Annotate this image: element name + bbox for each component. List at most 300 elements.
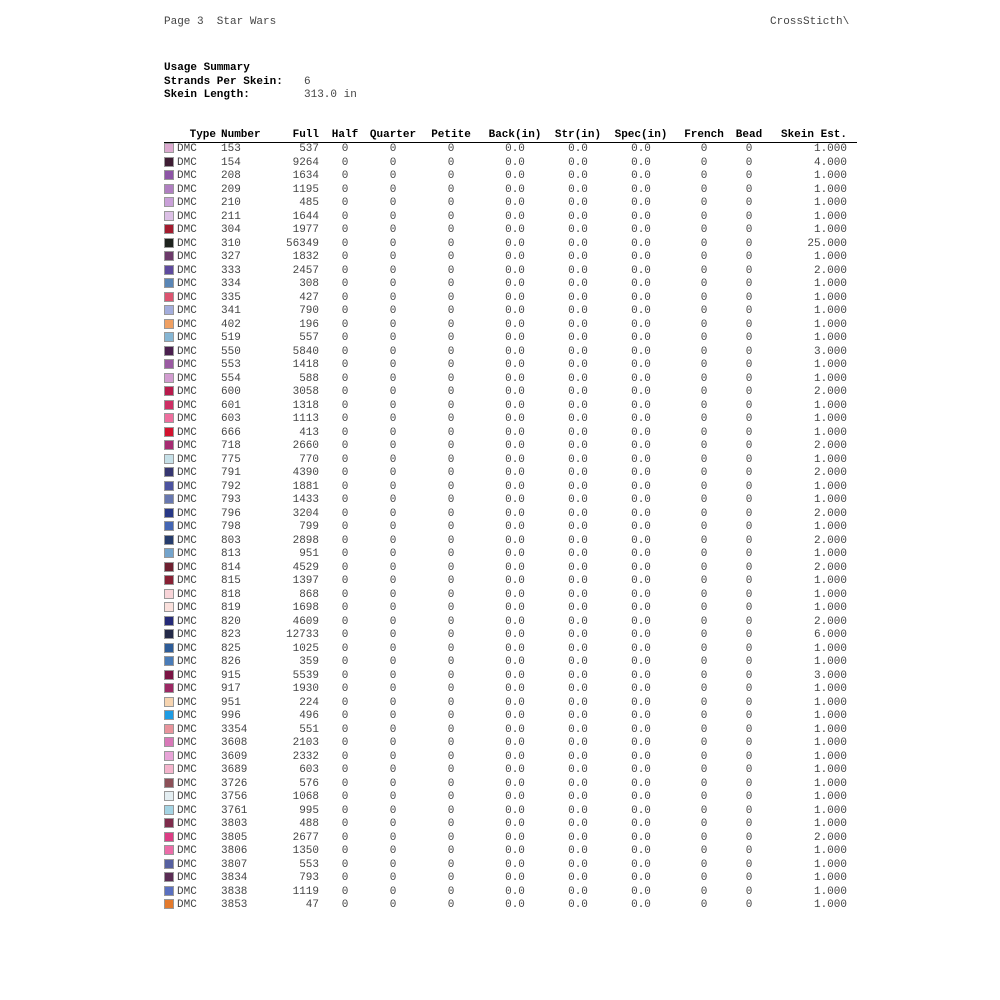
skein-est-cell: 1.000 — [813, 521, 847, 533]
back-cell: 0.0 — [505, 818, 525, 830]
quarter-cell: 0 — [389, 345, 397, 358]
number-cell: 3803 — [221, 818, 248, 830]
french-cell: 0 — [700, 588, 708, 601]
bead-cell: 0 — [745, 237, 753, 250]
str-cell: 0.0 — [568, 791, 588, 803]
full-cell: 5539 — [292, 669, 319, 682]
quarter-cell: 0 — [389, 534, 397, 547]
quarter-cell: 0 — [389, 183, 397, 196]
petite-cell: 0 — [447, 224, 455, 236]
type-label: DMC — [177, 750, 197, 763]
french-cell: 0 — [700, 615, 708, 628]
str-cell: 0.0 — [568, 197, 588, 209]
table-row — [164, 575, 857, 589]
quarter-cell: 0 — [389, 305, 397, 317]
back-cell: 0.0 — [505, 494, 525, 506]
color-swatch-icon — [164, 157, 174, 167]
summary-title: Usage Summary — [164, 62, 250, 74]
back-cell: 0.0 — [505, 426, 525, 439]
skein-est-cell: 1.000 — [813, 750, 847, 763]
str-cell: 0.0 — [568, 561, 588, 574]
table-row — [164, 373, 857, 387]
str-cell: 0.0 — [568, 858, 588, 871]
spec-cell: 0.0 — [631, 642, 651, 655]
table-row — [164, 548, 857, 562]
skein-est-cell: 1.000 — [813, 413, 847, 425]
type-label: DMC — [177, 413, 197, 425]
color-swatch-icon — [164, 184, 174, 194]
bead-cell: 0 — [745, 345, 753, 358]
col-skein-est: Skein Est. — [765, 129, 857, 143]
spec-cell: 0.0 — [631, 224, 651, 236]
type-cell — [164, 778, 220, 792]
french-cell: 0 — [700, 156, 708, 169]
french-cell: 0 — [700, 521, 708, 533]
number-cell: 815 — [221, 575, 241, 587]
full-cell: 868 — [299, 588, 319, 601]
str-cell: 0.0 — [568, 750, 588, 763]
str-cell: 0.0 — [568, 372, 588, 385]
type-label: DMC — [177, 156, 197, 169]
color-swatch-icon — [164, 818, 174, 828]
color-swatch-icon — [164, 467, 174, 477]
french-cell: 0 — [700, 359, 708, 371]
skein-est-cell: 6.000 — [813, 629, 847, 641]
bead-cell: 0 — [745, 656, 753, 668]
skein-est-cell: 2.000 — [813, 386, 847, 398]
petite-cell: 0 — [447, 345, 455, 358]
half-cell: 0 — [341, 278, 349, 290]
full-cell: 2457 — [292, 264, 319, 277]
full-cell: 951 — [299, 548, 319, 560]
type-label: DMC — [177, 656, 197, 668]
number-cell: 603 — [221, 413, 241, 425]
number-cell: 211 — [221, 210, 241, 223]
table-row — [164, 791, 857, 805]
quarter-cell: 0 — [389, 750, 397, 763]
skein-est-cell: 1.000 — [813, 278, 847, 290]
petite-cell: 0 — [447, 858, 455, 871]
number-cell: 796 — [221, 507, 241, 520]
type-label: DMC — [177, 170, 197, 182]
table-row — [164, 521, 857, 535]
number-cell: 3805 — [221, 831, 248, 844]
length-value: 313.0 in — [304, 89, 357, 101]
half-cell: 0 — [341, 899, 349, 911]
table-row — [164, 764, 857, 778]
full-cell: 496 — [299, 710, 319, 722]
type-label: DMC — [177, 399, 197, 412]
type-cell — [164, 413, 220, 427]
type-label: DMC — [177, 359, 197, 371]
bead-cell: 0 — [745, 197, 753, 209]
full-cell: 413 — [299, 426, 319, 439]
type-label: DMC — [177, 237, 197, 250]
full-cell: 1832 — [292, 251, 319, 263]
back-cell: 0.0 — [505, 858, 525, 871]
color-swatch-icon — [164, 791, 174, 801]
french-cell: 0 — [700, 183, 708, 196]
strands-value: 6 — [304, 75, 311, 88]
spec-cell: 0.0 — [631, 750, 651, 763]
number-cell: 3726 — [221, 777, 248, 790]
table-row — [164, 292, 857, 306]
quarter-cell: 0 — [389, 629, 397, 641]
number-cell: 154 — [221, 156, 241, 169]
french-cell: 0 — [700, 602, 708, 614]
quarter-cell: 0 — [389, 561, 397, 574]
quarter-cell: 0 — [389, 602, 397, 614]
back-cell: 0.0 — [505, 359, 525, 371]
bead-cell: 0 — [745, 372, 753, 385]
full-cell: 537 — [299, 143, 319, 155]
col-full: Full — [269, 129, 319, 143]
str-cell: 0.0 — [568, 710, 588, 722]
bead-cell: 0 — [745, 507, 753, 520]
bead-cell: 0 — [745, 521, 753, 533]
number-cell: 335 — [221, 291, 241, 304]
skein-est-cell: 1.000 — [813, 453, 847, 466]
color-swatch-icon — [164, 751, 174, 761]
petite-cell: 0 — [447, 183, 455, 196]
type-label: DMC — [177, 885, 197, 898]
skein-est-cell: 1.000 — [813, 602, 847, 614]
bead-cell: 0 — [745, 413, 753, 425]
type-label: DMC — [177, 845, 197, 857]
half-cell: 0 — [341, 156, 349, 169]
half-cell: 0 — [341, 818, 349, 830]
table-row — [164, 251, 857, 265]
type-cell — [164, 859, 220, 873]
spec-cell: 0.0 — [631, 291, 651, 304]
type-cell — [164, 818, 220, 832]
number-cell: 600 — [221, 386, 241, 398]
page-header-title: Page 3 Star Wars — [164, 16, 277, 28]
petite-cell: 0 — [447, 683, 455, 695]
half-cell: 0 — [341, 872, 349, 884]
full-cell: 799 — [299, 521, 319, 533]
full-cell: 4390 — [292, 467, 319, 479]
color-swatch-icon — [164, 238, 174, 248]
french-cell: 0 — [700, 723, 708, 736]
table-row — [164, 778, 857, 792]
petite-cell: 0 — [447, 615, 455, 628]
type-cell — [164, 751, 220, 765]
bead-cell: 0 — [745, 750, 753, 763]
back-cell: 0.0 — [505, 831, 525, 844]
half-cell: 0 — [341, 561, 349, 574]
spec-cell: 0.0 — [631, 831, 651, 844]
petite-cell: 0 — [447, 669, 455, 682]
skein-est-cell: 1.000 — [813, 251, 847, 263]
full-cell: 1025 — [292, 642, 319, 655]
full-cell: 2660 — [292, 440, 319, 452]
str-cell: 0.0 — [568, 575, 588, 587]
half-cell: 0 — [341, 656, 349, 668]
str-cell: 0.0 — [568, 494, 588, 506]
quarter-cell: 0 — [389, 359, 397, 371]
type-cell — [164, 562, 220, 576]
table-row — [164, 832, 857, 846]
half-cell: 0 — [341, 413, 349, 425]
color-swatch-icon — [164, 832, 174, 842]
type-label: DMC — [177, 197, 197, 209]
color-swatch-icon — [164, 373, 174, 383]
number-cell: 792 — [221, 480, 241, 493]
str-cell: 0.0 — [568, 696, 588, 709]
petite-cell: 0 — [447, 305, 455, 317]
bead-cell: 0 — [745, 602, 753, 614]
quarter-cell: 0 — [389, 615, 397, 628]
half-cell: 0 — [341, 305, 349, 317]
quarter-cell: 0 — [389, 372, 397, 385]
quarter-cell: 0 — [389, 386, 397, 398]
back-cell: 0.0 — [505, 332, 525, 344]
french-cell: 0 — [700, 224, 708, 236]
type-cell — [164, 427, 220, 441]
color-swatch-icon — [164, 602, 174, 612]
type-cell — [164, 454, 220, 468]
color-swatch-icon — [164, 359, 174, 369]
quarter-cell: 0 — [389, 399, 397, 412]
str-cell: 0.0 — [568, 804, 588, 817]
str-cell: 0.0 — [568, 386, 588, 398]
type-cell — [164, 440, 220, 454]
spec-cell: 0.0 — [631, 683, 651, 695]
str-cell: 0.0 — [568, 723, 588, 736]
half-cell: 0 — [341, 224, 349, 236]
french-cell: 0 — [700, 440, 708, 452]
half-cell: 0 — [341, 858, 349, 871]
full-cell: 603 — [299, 764, 319, 776]
back-cell: 0.0 — [505, 534, 525, 547]
full-cell: 224 — [299, 696, 319, 709]
type-cell — [164, 899, 220, 913]
full-cell: 488 — [299, 818, 319, 830]
type-label: DMC — [177, 318, 197, 331]
petite-cell: 0 — [447, 399, 455, 412]
half-cell: 0 — [341, 318, 349, 331]
color-swatch-icon — [164, 494, 174, 504]
str-cell: 0.0 — [568, 399, 588, 412]
quarter-cell: 0 — [389, 588, 397, 601]
type-cell — [164, 737, 220, 751]
table-row — [164, 562, 857, 576]
quarter-cell: 0 — [389, 669, 397, 682]
number-cell: 209 — [221, 183, 241, 196]
quarter-cell: 0 — [389, 642, 397, 655]
type-cell — [164, 292, 220, 306]
type-cell — [164, 670, 220, 684]
half-cell: 0 — [341, 764, 349, 776]
number-cell: 402 — [221, 318, 241, 331]
half-cell: 0 — [341, 386, 349, 398]
bead-cell: 0 — [745, 224, 753, 236]
full-cell: 56349 — [285, 237, 319, 250]
petite-cell: 0 — [447, 588, 455, 601]
petite-cell: 0 — [447, 548, 455, 560]
french-cell: 0 — [700, 413, 708, 425]
color-swatch-icon — [164, 292, 174, 302]
type-cell — [164, 791, 220, 805]
quarter-cell: 0 — [389, 332, 397, 344]
str-cell: 0.0 — [568, 642, 588, 655]
table-row — [164, 413, 857, 427]
full-cell: 1977 — [292, 224, 319, 236]
half-cell: 0 — [341, 291, 349, 304]
spec-cell: 0.0 — [631, 440, 651, 452]
color-swatch-icon — [164, 589, 174, 599]
str-cell: 0.0 — [568, 440, 588, 452]
spec-cell: 0.0 — [631, 467, 651, 479]
color-swatch-icon — [164, 683, 174, 693]
spec-cell: 0.0 — [631, 656, 651, 668]
french-cell: 0 — [700, 831, 708, 844]
number-cell: 3806 — [221, 845, 248, 857]
petite-cell: 0 — [447, 426, 455, 439]
table-row — [164, 899, 857, 913]
half-cell: 0 — [341, 710, 349, 722]
type-label: DMC — [177, 183, 197, 196]
type-cell — [164, 494, 220, 508]
french-cell: 0 — [700, 494, 708, 506]
type-label: DMC — [177, 305, 197, 317]
skein-est-cell: 1.000 — [813, 804, 847, 817]
skein-est-cell: 2.000 — [813, 440, 847, 452]
back-cell: 0.0 — [505, 210, 525, 223]
petite-cell: 0 — [447, 723, 455, 736]
full-cell: 1930 — [292, 683, 319, 695]
back-cell: 0.0 — [505, 318, 525, 331]
table-row — [164, 508, 857, 522]
col-number: Number — [220, 129, 269, 143]
quarter-cell: 0 — [389, 210, 397, 223]
quarter-cell: 0 — [389, 777, 397, 790]
number-cell: 3761 — [221, 804, 248, 817]
type-label: DMC — [177, 831, 197, 844]
type-label: DMC — [177, 629, 197, 641]
col-back: Back(in) — [481, 129, 549, 143]
table-row — [164, 224, 857, 238]
french-cell: 0 — [700, 845, 708, 857]
table-row — [164, 157, 857, 171]
table-row — [164, 170, 857, 184]
quarter-cell: 0 — [389, 521, 397, 533]
back-cell: 0.0 — [505, 669, 525, 682]
skein-est-cell: 1.000 — [813, 777, 847, 790]
quarter-cell: 0 — [389, 710, 397, 722]
spec-cell: 0.0 — [631, 818, 651, 830]
french-cell: 0 — [700, 737, 708, 749]
table-row — [164, 400, 857, 414]
full-cell: 2332 — [292, 750, 319, 763]
skein-est-cell: 1.000 — [813, 872, 847, 884]
back-cell: 0.0 — [505, 440, 525, 452]
skein-est-cell: 1.000 — [813, 372, 847, 385]
type-cell — [164, 224, 220, 238]
bead-cell: 0 — [745, 696, 753, 709]
type-cell — [164, 197, 220, 211]
type-label: DMC — [177, 642, 197, 655]
type-label: DMC — [177, 777, 197, 790]
half-cell: 0 — [341, 170, 349, 182]
french-cell: 0 — [700, 561, 708, 574]
spec-cell: 0.0 — [631, 413, 651, 425]
skein-est-cell: 1.000 — [813, 399, 847, 412]
back-cell: 0.0 — [505, 480, 525, 493]
col-quarter: Quarter — [365, 129, 421, 143]
str-cell: 0.0 — [568, 899, 588, 911]
type-cell — [164, 521, 220, 535]
petite-cell: 0 — [447, 629, 455, 641]
type-cell — [164, 305, 220, 319]
bead-cell: 0 — [745, 156, 753, 169]
french-cell: 0 — [700, 899, 708, 911]
type-cell — [164, 697, 220, 711]
length-row — [164, 89, 357, 103]
half-cell: 0 — [341, 332, 349, 344]
type-label: DMC — [177, 615, 197, 628]
table-row — [164, 386, 857, 400]
back-cell: 0.0 — [505, 885, 525, 898]
spec-cell: 0.0 — [631, 602, 651, 614]
spec-cell: 0.0 — [631, 143, 651, 155]
bead-cell: 0 — [745, 210, 753, 223]
bead-cell: 0 — [745, 642, 753, 655]
number-cell: 798 — [221, 521, 241, 533]
str-cell: 0.0 — [568, 872, 588, 884]
back-cell: 0.0 — [505, 710, 525, 722]
bead-cell: 0 — [745, 588, 753, 601]
back-cell: 0.0 — [505, 467, 525, 479]
skein-est-cell: 1.000 — [813, 791, 847, 803]
number-cell: 3608 — [221, 737, 248, 749]
skein-est-cell: 1.000 — [813, 845, 847, 857]
full-cell: 196 — [299, 318, 319, 331]
number-cell: 813 — [221, 548, 241, 560]
color-swatch-icon — [164, 319, 174, 329]
type-cell — [164, 548, 220, 562]
back-cell: 0.0 — [505, 143, 525, 155]
type-cell — [164, 238, 220, 252]
bead-cell: 0 — [745, 264, 753, 277]
bead-cell: 0 — [745, 575, 753, 587]
spec-cell: 0.0 — [631, 345, 651, 358]
table-row — [164, 278, 857, 292]
quarter-cell: 0 — [389, 494, 397, 506]
skein-est-cell: 3.000 — [813, 345, 847, 358]
str-cell: 0.0 — [568, 156, 588, 169]
bead-cell: 0 — [745, 183, 753, 196]
french-cell: 0 — [700, 804, 708, 817]
table-row — [164, 305, 857, 319]
back-cell: 0.0 — [505, 764, 525, 776]
color-swatch-icon — [164, 859, 174, 869]
french-cell: 0 — [700, 534, 708, 547]
skein-est-cell: 1.000 — [813, 737, 847, 749]
table-row — [164, 238, 857, 252]
quarter-cell: 0 — [389, 237, 397, 250]
type-label: DMC — [177, 548, 197, 560]
number-cell: 775 — [221, 453, 241, 466]
half-cell: 0 — [341, 723, 349, 736]
type-label: DMC — [177, 791, 197, 803]
back-cell: 0.0 — [505, 561, 525, 574]
french-cell: 0 — [700, 318, 708, 331]
table-row — [164, 737, 857, 751]
bead-cell: 0 — [745, 818, 753, 830]
str-cell: 0.0 — [568, 507, 588, 520]
